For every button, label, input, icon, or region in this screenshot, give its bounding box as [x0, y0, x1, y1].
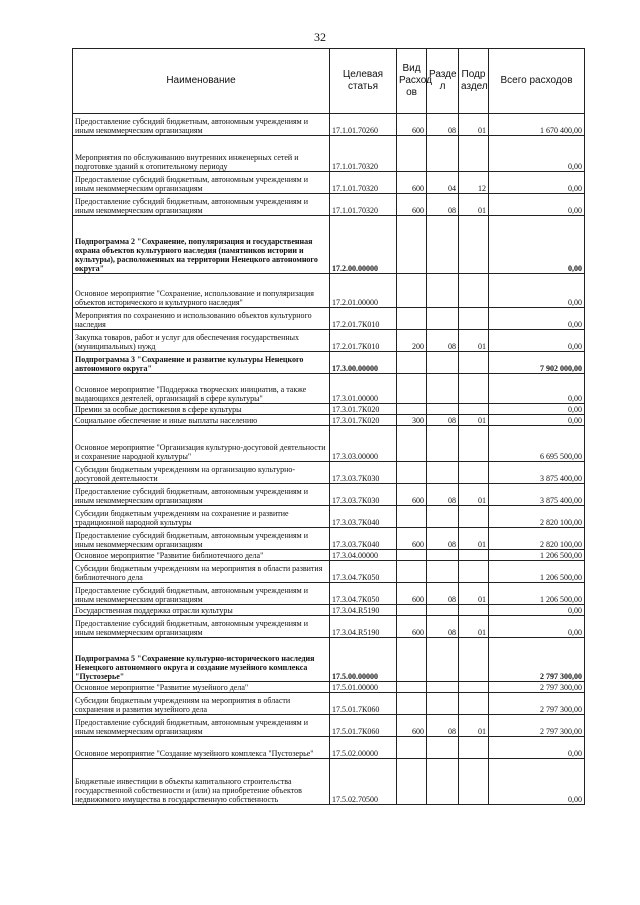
row-target-code: 17.5.01.00000	[330, 682, 397, 693]
header-vid: Вид Расход ов	[397, 49, 427, 114]
row-total: 2 797 300,00	[489, 638, 585, 682]
row-podrazdel: 01	[459, 616, 489, 638]
table-row	[73, 682, 585, 693]
table-row	[73, 550, 585, 561]
row-vid	[397, 462, 427, 484]
row-vid	[397, 737, 427, 759]
row-total: 2 797 300,00	[489, 715, 585, 737]
row-razdel	[427, 737, 459, 759]
row-name: Основное мероприятие "Развитие музейного дела"	[73, 682, 330, 693]
row-vid	[397, 136, 427, 172]
row-total: 0,00	[489, 274, 585, 308]
row-total: 0,00	[489, 194, 585, 216]
row-vid	[397, 274, 427, 308]
row-podrazdel: 01	[459, 415, 489, 426]
row-name: Премии за особые достижения в сфере культуры	[73, 404, 330, 415]
row-vid: 200	[397, 330, 427, 352]
row-target-code: 17.3.04.R5190	[330, 605, 397, 616]
row-vid	[397, 638, 427, 682]
row-target-code: 17.3.04.00000	[330, 550, 397, 561]
table-row	[73, 308, 585, 330]
table-row	[73, 374, 585, 404]
table-row	[73, 426, 585, 462]
header-target: Целевая статья	[330, 49, 397, 114]
row-name: Предоставление субсидий бюджетным, автономным учреждениям и иным некоммерческим организациям	[73, 194, 330, 216]
row-total: 0,00	[489, 216, 585, 274]
row-name: Подпрограмма 3 "Сохранение и развитие культуры Ненецкого автономного округа"	[73, 352, 330, 374]
table-row	[73, 583, 585, 605]
row-podrazdel	[459, 561, 489, 583]
row-razdel: 08	[427, 415, 459, 426]
row-target-code: 17.5.00.00000	[330, 638, 397, 682]
row-podrazdel	[459, 404, 489, 415]
row-razdel	[427, 274, 459, 308]
row-total: 0,00	[489, 330, 585, 352]
row-podrazdel	[459, 506, 489, 528]
table-row	[73, 114, 585, 136]
page-number: 32	[314, 30, 326, 44]
row-total: 0,00	[489, 308, 585, 330]
row-total: 0,00	[489, 759, 585, 805]
row-target-code: 17.1.01.70260	[330, 114, 397, 136]
row-name: Закупка товаров, работ и услуг для обеспечения государственных (муниципальных) нужд	[73, 330, 330, 352]
row-total: 0,00	[489, 737, 585, 759]
row-target-code: 17.2.01.7К010	[330, 308, 397, 330]
row-target-code: 17.3.03.7К030	[330, 484, 397, 506]
table-row	[73, 693, 585, 715]
row-name: Бюджетные инвестиции в объекты капитального строительства государственной собственности и (или) на приобретение объектов недвижимого имущества в государственную собственность	[73, 759, 330, 805]
row-razdel	[427, 561, 459, 583]
table-row	[73, 194, 585, 216]
row-vid	[397, 426, 427, 462]
row-razdel: 08	[427, 194, 459, 216]
row-target-code: 17.5.02.70500	[330, 759, 397, 805]
row-total: 0,00	[489, 374, 585, 404]
table-row	[73, 136, 585, 172]
row-name: Субсидии бюджетным учреждениям на мероприятия в области сохранения и развития музейного дела	[73, 693, 330, 715]
row-podrazdel: 01	[459, 528, 489, 550]
row-razdel	[427, 506, 459, 528]
row-total: 1 206 500,00	[489, 550, 585, 561]
row-total: 0,00	[489, 415, 585, 426]
row-podrazdel	[459, 682, 489, 693]
row-total: 2 820 100,00	[489, 528, 585, 550]
row-podrazdel	[459, 638, 489, 682]
row-podrazdel: 01	[459, 194, 489, 216]
row-razdel: 08	[427, 330, 459, 352]
row-name: Субсидии бюджетным учреждениям на сохранение и развитие традиционной народной культуры	[73, 506, 330, 528]
row-razdel	[427, 374, 459, 404]
row-name: Государственная поддержка отрасли культуры	[73, 605, 330, 616]
row-podrazdel	[459, 308, 489, 330]
row-vid	[397, 693, 427, 715]
row-podrazdel	[459, 216, 489, 274]
row-total: 7 902 000,00	[489, 352, 585, 374]
row-razdel: 08	[427, 715, 459, 737]
table-row	[73, 638, 585, 682]
row-target-code: 17.3.01.00000	[330, 374, 397, 404]
table-row	[73, 506, 585, 528]
row-name: Основное мероприятие "Организация культурно-досуговой деятельности и сохранение народной культуры"	[73, 426, 330, 462]
row-razdel	[427, 352, 459, 374]
row-total: 0,00	[489, 616, 585, 638]
row-razdel	[427, 404, 459, 415]
row-razdel	[427, 136, 459, 172]
row-podrazdel	[459, 462, 489, 484]
table-row	[73, 415, 585, 426]
row-name: Предоставление субсидий бюджетным, автономным учреждениям и иным некоммерческим организациям	[73, 484, 330, 506]
row-name: Мероприятия по обслуживанию внутренних инженерных сетей и подготовке зданий к отопительному периоду	[73, 136, 330, 172]
row-name: Предоставление субсидий бюджетным, автономным учреждениям и иным некоммерческим организациям	[73, 715, 330, 737]
table-row	[73, 484, 585, 506]
header-podrazdel: Подр аздел	[459, 49, 489, 114]
row-target-code: 17.3.01.7К020	[330, 415, 397, 426]
row-razdel: 08	[427, 484, 459, 506]
row-vid: 600	[397, 616, 427, 638]
row-target-code: 17.1.01.70320	[330, 172, 397, 194]
row-podrazdel	[459, 693, 489, 715]
header-razdel: Разде л	[427, 49, 459, 114]
row-target-code: 17.2.01.7К010	[330, 330, 397, 352]
row-razdel: 08	[427, 114, 459, 136]
row-total: 1 206 500,00	[489, 561, 585, 583]
expenditure-table	[72, 48, 585, 805]
row-target-code: 17.5.02.00000	[330, 737, 397, 759]
row-target-code: 17.5.01.7К060	[330, 715, 397, 737]
row-name: Основное мероприятие "Сохранение, использование и популяризация объектов исторического и культурного наследия"	[73, 274, 330, 308]
row-podrazdel: 01	[459, 114, 489, 136]
row-name: Подпрограмма 2 "Сохранение, популяризация и государственная охрана объектов культурного наследия (памятников истории и культуры), расположенных на территории Ненецкого автономного округа"	[73, 216, 330, 274]
row-total: 2 797 300,00	[489, 682, 585, 693]
row-podrazdel	[459, 274, 489, 308]
row-total: 0,00	[489, 404, 585, 415]
header-name: Наименование	[73, 49, 330, 114]
row-target-code: 17.3.04.R5190	[330, 616, 397, 638]
row-total: 2 797 300,00	[489, 693, 585, 715]
row-razdel: 04	[427, 172, 459, 194]
row-total: 0,00	[489, 605, 585, 616]
row-razdel: 08	[427, 583, 459, 605]
row-razdel: 08	[427, 528, 459, 550]
row-name: Субсидии бюджетным учреждениям на мероприятия в области развития библиотечного дела	[73, 561, 330, 583]
row-podrazdel: 01	[459, 484, 489, 506]
row-vid	[397, 561, 427, 583]
table-row	[73, 352, 585, 374]
row-target-code: 17.3.03.00000	[330, 426, 397, 462]
row-vid	[397, 759, 427, 805]
row-total: 1 670 400,00	[489, 114, 585, 136]
row-total: 6 695 500,00	[489, 426, 585, 462]
row-razdel: 08	[427, 616, 459, 638]
table-header-row	[73, 49, 585, 114]
row-razdel	[427, 638, 459, 682]
row-vid: 600	[397, 194, 427, 216]
row-target-code: 17.3.03.7К030	[330, 462, 397, 484]
row-vid: 600	[397, 528, 427, 550]
row-vid	[397, 216, 427, 274]
row-vid	[397, 550, 427, 561]
row-podrazdel: 01	[459, 330, 489, 352]
row-vid	[397, 352, 427, 374]
row-target-code: 17.1.01.70320	[330, 136, 397, 172]
row-name: Мероприятия по сохранению и использованию объектов культурного наследия	[73, 308, 330, 330]
row-podrazdel: 01	[459, 715, 489, 737]
row-name: Основное мероприятие "Развитие библиотечного дела"	[73, 550, 330, 561]
row-name: Предоставление субсидий бюджетным, автономным учреждениям и иным некоммерческим организациям	[73, 583, 330, 605]
table-row	[73, 216, 585, 274]
row-podrazdel: 01	[459, 583, 489, 605]
row-name: Предоставление субсидий бюджетным, автономным учреждениям и иным некоммерческим организациям	[73, 114, 330, 136]
row-name: Субсидии бюджетным учреждениям на организацию культурно-досуговой деятельности	[73, 462, 330, 484]
row-vid: 600	[397, 583, 427, 605]
header-total: Всего расходов	[489, 49, 585, 114]
table-row	[73, 605, 585, 616]
row-total: 1 206 500,00	[489, 583, 585, 605]
row-razdel	[427, 682, 459, 693]
row-vid	[397, 404, 427, 415]
table-row	[73, 404, 585, 415]
row-name: Предоставление субсидий бюджетным, автономным учреждениям и иным некоммерческим организациям	[73, 616, 330, 638]
row-vid: 600	[397, 172, 427, 194]
row-name: Основное мероприятие "Создание музейного комплекса "Пустозерье"	[73, 737, 330, 759]
table-row	[73, 462, 585, 484]
row-razdel	[427, 308, 459, 330]
row-vid	[397, 308, 427, 330]
row-razdel	[427, 605, 459, 616]
table-row	[73, 616, 585, 638]
row-podrazdel	[459, 759, 489, 805]
row-target-code: 17.2.00.00000	[330, 216, 397, 274]
row-podrazdel	[459, 605, 489, 616]
row-target-code: 17.5.01.7К060	[330, 693, 397, 715]
table-row	[73, 737, 585, 759]
row-name: Основное мероприятие "Поддержка творческих инициатив, а также выдающихся деятелей, организаций в сфере культуры"	[73, 374, 330, 404]
row-podrazdel	[459, 352, 489, 374]
row-target-code: 17.1.01.70320	[330, 194, 397, 216]
row-total: 3 875 400,00	[489, 462, 585, 484]
row-vid	[397, 506, 427, 528]
row-vid: 600	[397, 715, 427, 737]
row-razdel	[427, 216, 459, 274]
row-podrazdel	[459, 550, 489, 561]
row-total: 3 875 400,00	[489, 484, 585, 506]
table-row	[73, 528, 585, 550]
row-target-code: 17.3.04.7К050	[330, 561, 397, 583]
row-podrazdel	[459, 136, 489, 172]
row-target-code: 17.3.01.7К020	[330, 404, 397, 415]
row-target-code: 17.3.03.7К040	[330, 506, 397, 528]
row-vid	[397, 682, 427, 693]
row-name: Предоставление субсидий бюджетным, автономным учреждениям и иным некоммерческим организациям	[73, 528, 330, 550]
row-name: Предоставление субсидий бюджетным, автономным учреждениям и иным некоммерческим организациям	[73, 172, 330, 194]
row-podrazdel	[459, 426, 489, 462]
row-target-code: 17.3.03.7К040	[330, 528, 397, 550]
table-row	[73, 330, 585, 352]
row-vid	[397, 605, 427, 616]
row-razdel	[427, 550, 459, 561]
row-vid: 600	[397, 114, 427, 136]
row-razdel	[427, 462, 459, 484]
row-vid: 600	[397, 484, 427, 506]
row-target-code: 17.3.04.7К050	[330, 583, 397, 605]
row-total: 0,00	[489, 172, 585, 194]
table-row	[73, 715, 585, 737]
row-podrazdel	[459, 737, 489, 759]
row-razdel	[427, 426, 459, 462]
row-podrazdel	[459, 374, 489, 404]
row-name: Социальное обеспечение и иные выплаты населению	[73, 415, 330, 426]
table-row	[73, 759, 585, 805]
row-vid	[397, 374, 427, 404]
row-vid: 300	[397, 415, 427, 426]
row-total: 2 820 100,00	[489, 506, 585, 528]
row-razdel	[427, 759, 459, 805]
table-row	[73, 172, 585, 194]
table-row	[73, 274, 585, 308]
row-target-code: 17.2.01.00000	[330, 274, 397, 308]
row-razdel	[427, 693, 459, 715]
row-name: Подпрограмма 5 "Сохранение культурно-исторического наследия Ненецкого автономного округа и создание музейного комплекса "Пустозерье"	[73, 638, 330, 682]
row-target-code: 17.3.00.00000	[330, 352, 397, 374]
row-total: 0,00	[489, 136, 585, 172]
row-podrazdel: 12	[459, 172, 489, 194]
table-row	[73, 561, 585, 583]
